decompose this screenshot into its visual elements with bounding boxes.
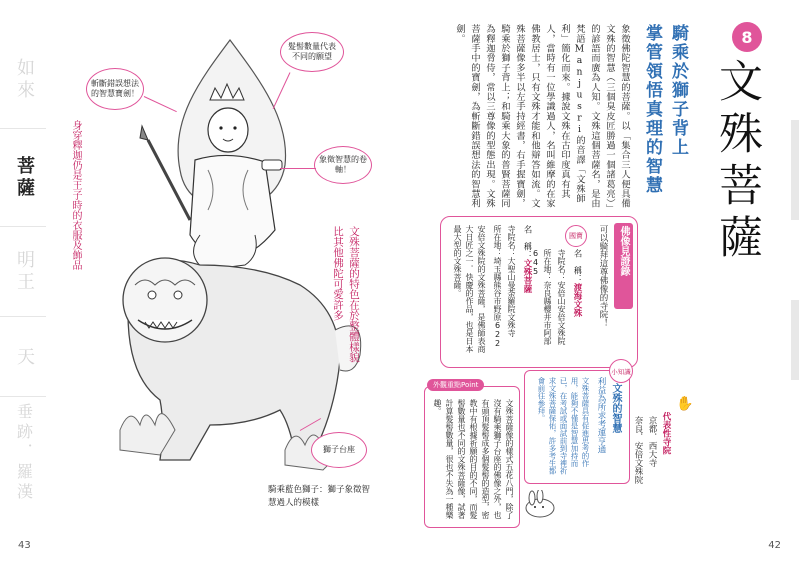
callout-hair: 髮髻數量代表不同的願望: [280, 32, 344, 72]
page-number-left: 43: [18, 540, 31, 551]
callout-scroll: 象徵智慧的卷軸！: [314, 146, 372, 184]
worship-intro: 可以騎拜這尊佛像的寺院！: [598, 225, 608, 327]
trivia-label: 小知識: [609, 359, 633, 383]
chapter-number: 8: [741, 27, 753, 47]
side-tab-bosatsu[interactable]: 菩薩: [14, 156, 35, 200]
point-badge: 外觀重點Point: [427, 379, 484, 391]
trivia-title: 文殊的智慧: [610, 383, 621, 433]
worship-box: [440, 216, 638, 368]
page-title: 文殊菩薩: [711, 58, 762, 266]
representative-item-1: 京都．西大寺: [647, 416, 657, 467]
lion-caption: 騎乘藍色獅子：獅子象徵智慧過人的模樣: [268, 485, 371, 508]
rabbit-doodle: [520, 490, 560, 520]
trivia-box: [524, 367, 631, 484]
body-text: 象徵佛陀智慧的菩薩。以「集合三人便具備文殊的智慧（三個臭皮匠勝過一個諸葛亮）」的諺語而廣為人知。文殊這個菩薩名，是由梵語Manjusri的音譯「文殊師利」簡化而來。據說文殊在古印度真有其人，當時有一位學識過人，名叫維摩的在家佛教居士，只有文殊才能和他辯答如流。文殊菩薩像多半以左手持經書，右手握寶劍，騎乘於獅子背上；和騎乘大象的普賢菩薩同為釋迦脅侍，常以三尊像的型態出現。文殊菩薩手中的寶劍，為斬斷錯誤想法的智慧利劍。: [454, 24, 630, 214]
note-prince-clothes: 身穿釋迦仍是王子時的衣服及飾品: [70, 120, 81, 270]
callout-sword: 斬斷錯誤想法的智慧寶劍！: [86, 68, 144, 110]
side-tab-suijaku-rakan[interactable]: 垂跡．羅漢: [14, 403, 34, 503]
worship-header: 佛像見證錄: [614, 223, 633, 309]
representative-label: 代表性寺院: [661, 412, 671, 455]
entry1-temple: 寺院名：安倍山安倍文殊院: [557, 249, 566, 345]
point-text: 文殊菩薩像的樣式五花八門，除了沒有騎乘獅子台座的佛像之外，也有頭頂髮髻成多個髮髻的造型，密教中有根據祈願的目的不同，而髮髻數量也不同的文殊菩薩像，試著計算髮髻數量，很也不失為一種樂趣。: [433, 399, 514, 519]
national-treasure-badge: 國寶: [565, 225, 587, 247]
right-page: [400, 0, 799, 567]
subtitle-1: 騎乘於獅子背上: [668, 24, 688, 157]
side-tab-ten[interactable]: 天: [14, 347, 35, 369]
chapter-badge: [732, 22, 762, 52]
entry2-name: 名 稱：文殊菩薩: [522, 225, 532, 293]
note-feature: 文殊菩薩的特色在於整體樣貌比其他佛陀可愛許多: [332, 226, 360, 363]
trivia-subtitle: 利益為所求考運亨通: [596, 377, 606, 454]
point-box: [424, 381, 520, 528]
trivia-text: 文殊菩薩具有促進思考的作用，能夠不僅是智慧加持而已，在考試或面試前到寺裡祈求文殊菩薩保佑，許多考生都會前往參拜。: [537, 377, 590, 475]
side-tab-myoo[interactable]: 明王: [14, 250, 35, 294]
side-tab-nyorai[interactable]: 如來: [14, 58, 35, 102]
entry1-location: 所在地：奈良縣櫻井市阿部645: [531, 249, 552, 345]
worship-note: 安倍文殊院的文殊菩薩，是佛師表商大日匠之一．快慶的作品，也是日本最大型的文殊菩薩。: [453, 225, 486, 353]
callout-lion: 獅子台座: [311, 432, 367, 468]
subtitle-2: 掌管領悟真理的智慧: [642, 24, 662, 195]
page-number-right: 42: [768, 540, 781, 551]
representative-item-2: 奈良．安倍文殊院: [633, 416, 643, 484]
entry2-location: 所在地：埼玉縣熊谷市野原622: [493, 225, 502, 348]
entry1-name: 名 稱：渡海文殊: [572, 249, 582, 317]
hand-icon: ✋: [676, 396, 694, 412]
entry2-temple: 寺院名：大聖山曼荼羅院文殊寺: [507, 225, 516, 337]
